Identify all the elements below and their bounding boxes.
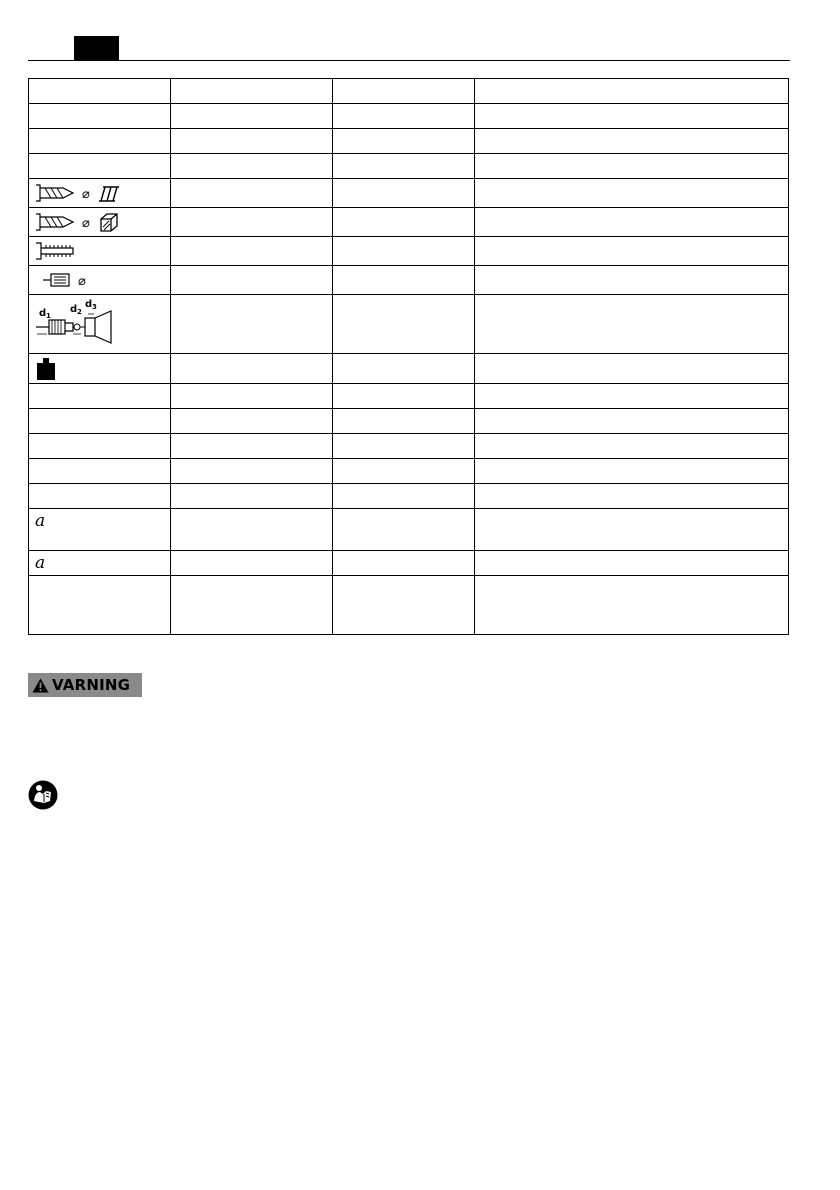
table-cell xyxy=(475,266,789,295)
table-cell xyxy=(475,576,789,635)
table-cell xyxy=(171,179,333,208)
table-cell-symbol xyxy=(29,129,171,154)
table-cell xyxy=(171,237,333,266)
table-cell-symbol xyxy=(29,295,171,354)
table-cell xyxy=(475,354,789,384)
table-row xyxy=(29,154,789,179)
svg-text:2: 2 xyxy=(77,308,82,316)
table-cell xyxy=(171,384,333,409)
table-cell xyxy=(475,129,789,154)
table-cell xyxy=(171,459,333,484)
table-row xyxy=(29,237,789,266)
table-cell xyxy=(475,409,789,434)
table-cell xyxy=(171,509,333,551)
table-cell-symbol xyxy=(29,459,171,484)
read-manual-icon xyxy=(28,780,58,810)
svg-text:d: d xyxy=(39,308,47,319)
table-cell-symbol xyxy=(29,179,171,208)
table-cell xyxy=(333,104,475,129)
svg-text:⌀: ⌀ xyxy=(82,187,90,202)
table-cell xyxy=(333,434,475,459)
table-cell xyxy=(171,208,333,237)
svg-text:d: d xyxy=(70,304,78,315)
svg-text:⌀: ⌀ xyxy=(82,216,90,231)
table-cell xyxy=(333,409,475,434)
table-row xyxy=(29,484,789,509)
table-cell-symbol xyxy=(29,484,171,509)
table-cell xyxy=(475,459,789,484)
table-cell xyxy=(333,459,475,484)
table-cell xyxy=(333,237,475,266)
table-cell xyxy=(171,129,333,154)
table-cell-symbol xyxy=(29,434,171,459)
table-cell xyxy=(475,484,789,509)
table-cell xyxy=(171,266,333,295)
table-cell xyxy=(171,551,333,576)
table-row xyxy=(29,434,789,459)
table-cell xyxy=(171,576,333,635)
table-cell-symbol xyxy=(29,237,171,266)
table-row xyxy=(29,295,789,354)
table-cell-symbol xyxy=(29,208,171,237)
table-row xyxy=(29,266,789,295)
table-cell-symbol xyxy=(29,509,171,551)
alpha-symbol: a xyxy=(35,552,46,573)
table-cell xyxy=(333,484,475,509)
table-cell xyxy=(475,384,789,409)
table-cell xyxy=(475,551,789,576)
chuck-diameters-d1-d2-d3-icon xyxy=(33,299,133,349)
table-cell-symbol xyxy=(29,384,171,409)
table-cell xyxy=(333,79,475,104)
table-row xyxy=(29,104,789,129)
table-cell xyxy=(333,129,475,154)
table-cell xyxy=(333,266,475,295)
table-cell-symbol xyxy=(29,79,171,104)
alpha-symbol: a xyxy=(35,511,46,531)
table-cell-symbol xyxy=(29,409,171,434)
table-cell xyxy=(333,551,475,576)
table-row xyxy=(29,179,789,208)
table-row xyxy=(29,409,789,434)
warning-triangle-icon xyxy=(32,678,49,693)
table-cell xyxy=(333,179,475,208)
table-row xyxy=(29,384,789,409)
svg-text:3: 3 xyxy=(92,303,97,311)
table-cell xyxy=(333,576,475,635)
table-cell-symbol xyxy=(29,354,171,384)
table-row xyxy=(29,459,789,484)
table-cell-symbol xyxy=(29,551,171,576)
svg-text:⌀: ⌀ xyxy=(78,274,86,289)
warning-text: VARNING xyxy=(52,676,131,694)
table-cell xyxy=(171,154,333,179)
table-row xyxy=(29,576,789,635)
table-cell xyxy=(475,509,789,551)
table-cell xyxy=(171,434,333,459)
table-cell-symbol xyxy=(29,104,171,129)
table-row xyxy=(29,79,789,104)
table-cell xyxy=(333,295,475,354)
warning-label xyxy=(28,673,142,697)
table-row xyxy=(29,354,789,384)
header-rule xyxy=(28,60,790,61)
table-cell xyxy=(475,104,789,129)
table-row xyxy=(29,208,789,237)
table-cell xyxy=(171,409,333,434)
table-cell-symbol xyxy=(29,154,171,179)
table-cell xyxy=(475,208,789,237)
table-cell-symbol xyxy=(29,266,171,295)
svg-text:1: 1 xyxy=(46,312,51,320)
table-row xyxy=(29,129,789,154)
collar-diameter-icon xyxy=(33,269,133,291)
page-header-tab xyxy=(74,36,119,60)
technical-data-table xyxy=(28,78,789,635)
table-cell xyxy=(475,295,789,354)
table-cell xyxy=(333,208,475,237)
weight-icon xyxy=(33,357,133,381)
table-cell xyxy=(171,484,333,509)
table-cell xyxy=(333,354,475,384)
table-cell xyxy=(475,179,789,208)
table-cell xyxy=(475,237,789,266)
drill-bit-wood-diameter-icon xyxy=(33,211,133,233)
table-cell xyxy=(475,434,789,459)
table-cell xyxy=(333,154,475,179)
table-cell xyxy=(475,154,789,179)
table-row xyxy=(29,551,789,576)
table-cell-symbol xyxy=(29,576,171,635)
table-cell xyxy=(333,384,475,409)
svg-text:d: d xyxy=(85,299,93,310)
table-cell xyxy=(475,79,789,104)
table-cell xyxy=(333,509,475,551)
table-row xyxy=(29,509,789,551)
table-cell xyxy=(171,79,333,104)
screw-icon xyxy=(33,240,133,262)
table-cell xyxy=(171,104,333,129)
table-cell xyxy=(171,295,333,354)
drill-bit-steel-diameter-icon xyxy=(33,182,133,204)
table-cell xyxy=(171,354,333,384)
